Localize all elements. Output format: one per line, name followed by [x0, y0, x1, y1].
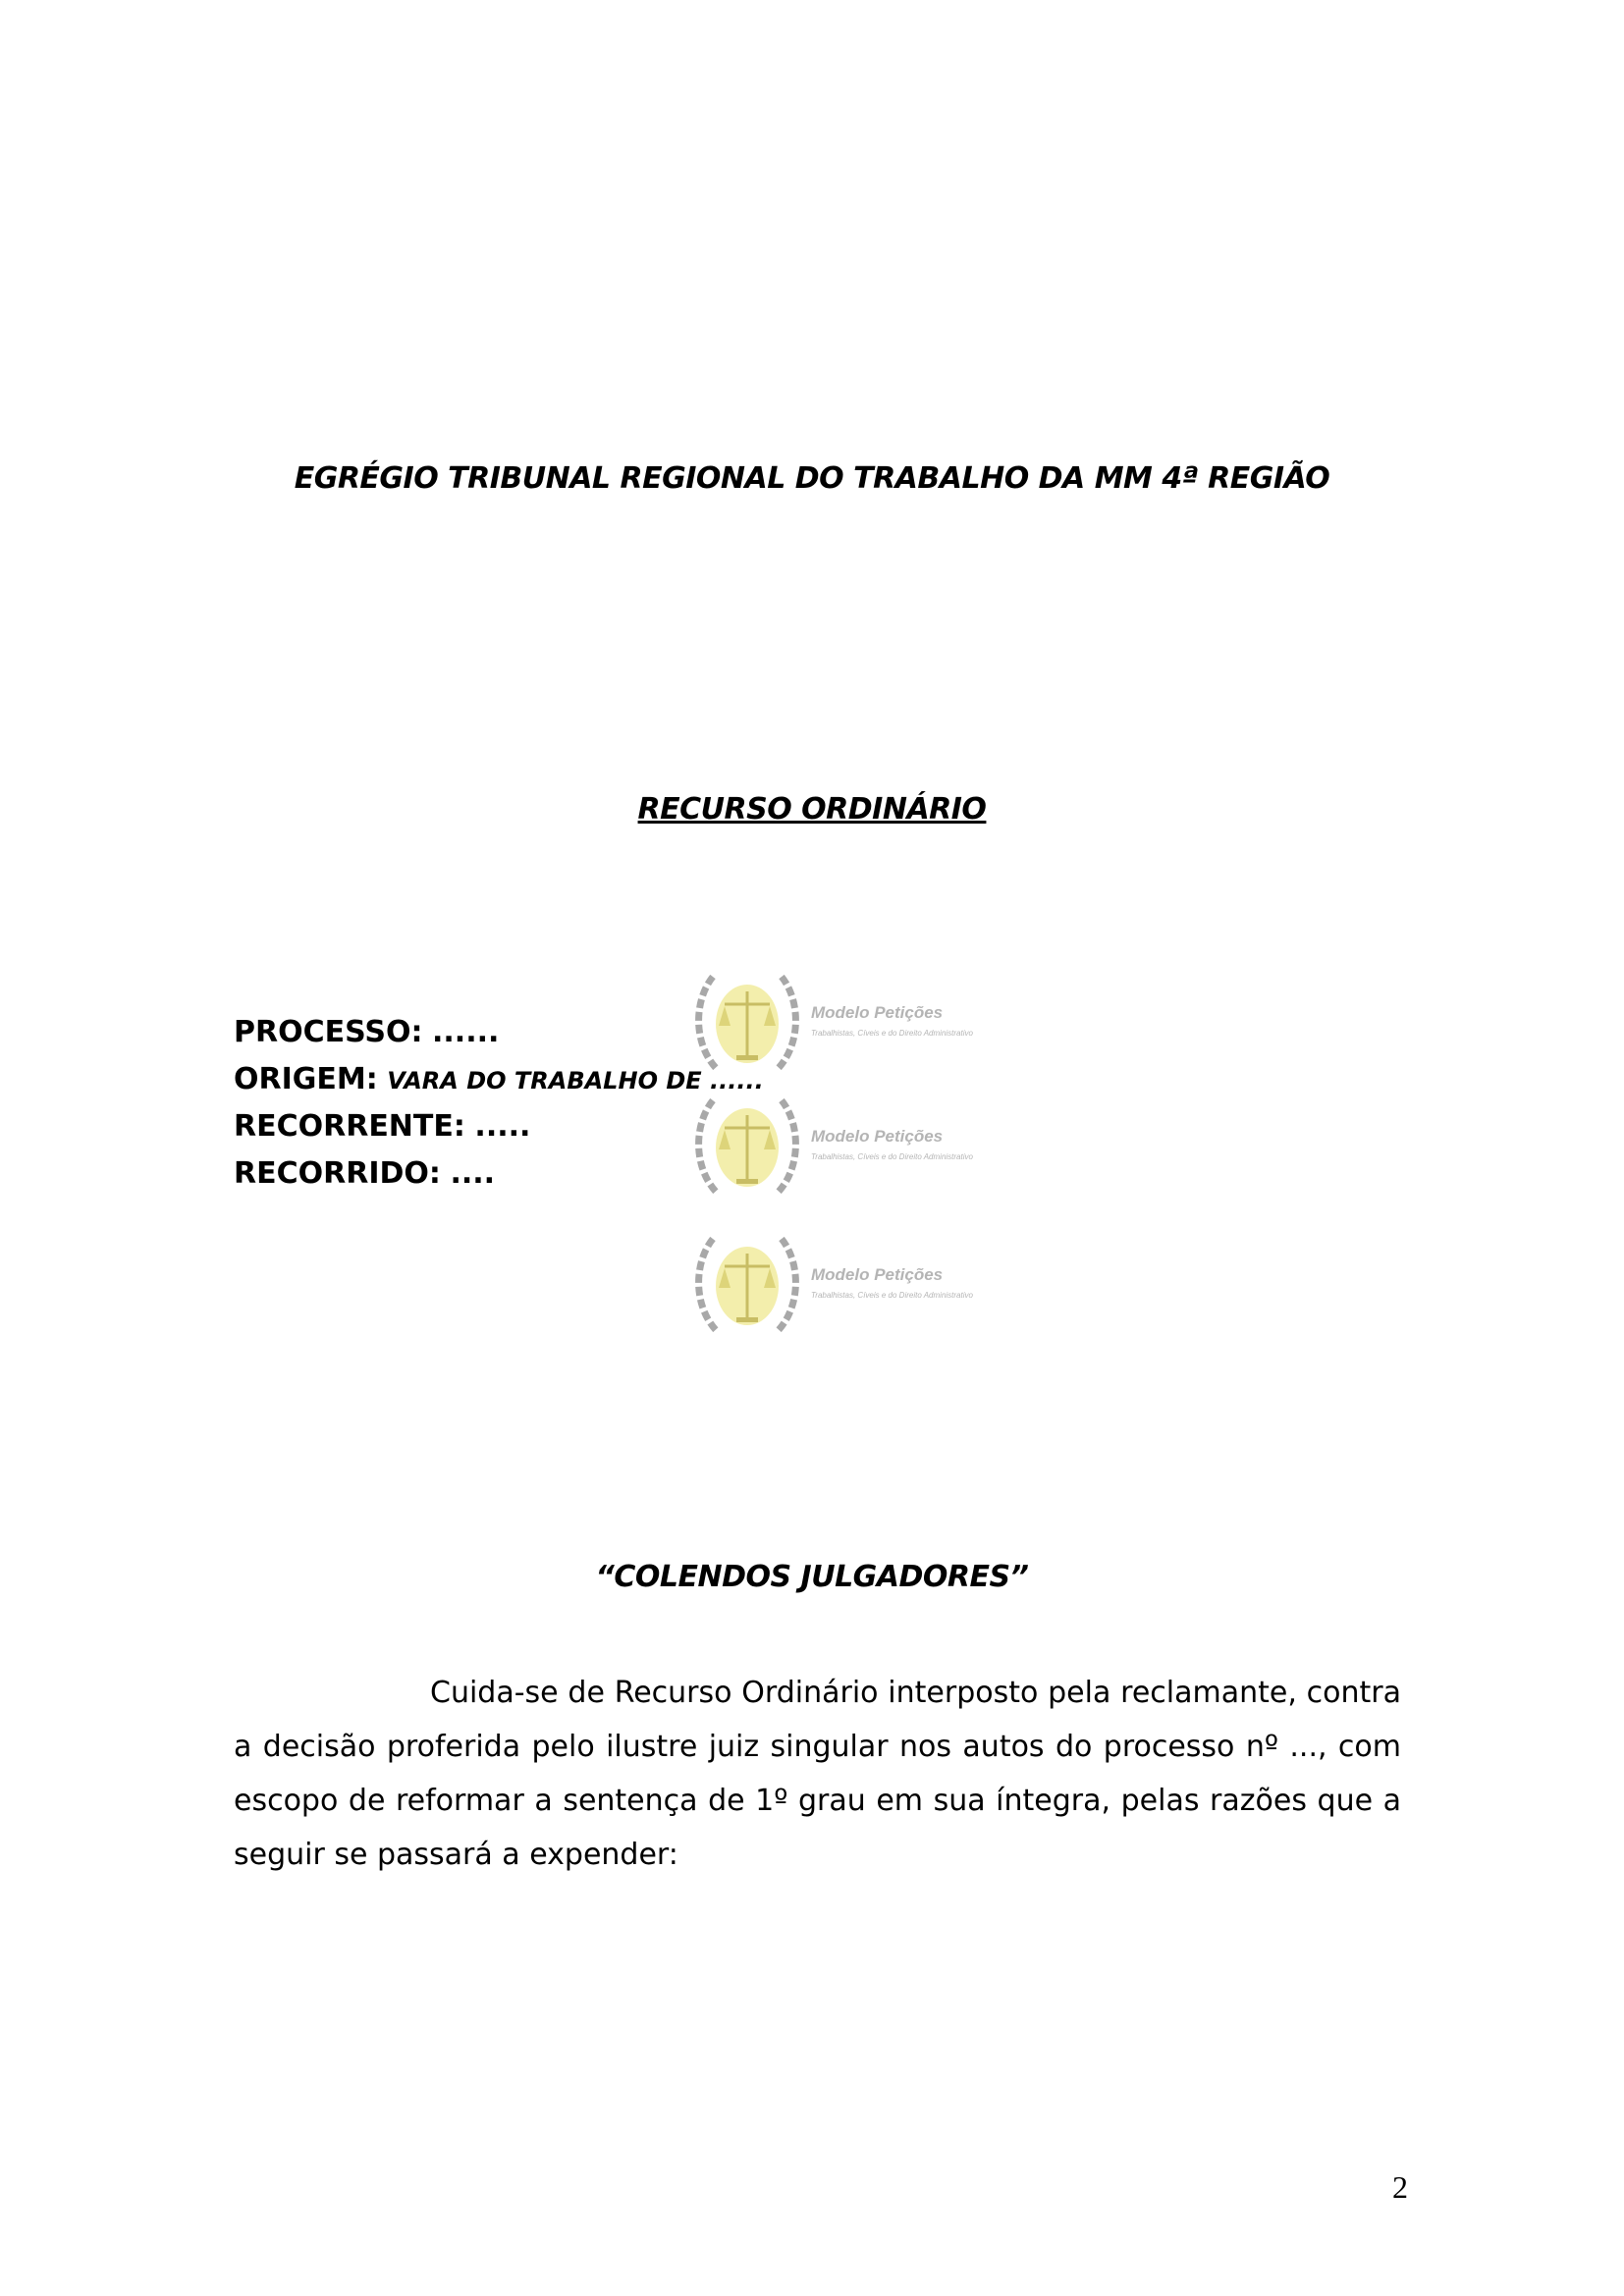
watermark-subtitle: Trabalhistas, Cíveis e do Direito Administrativo [811, 1291, 973, 1300]
scales-of-justice-laurel-icon [699, 1239, 796, 1332]
page-number: 2 [1392, 2169, 1408, 2205]
watermark-subtitle: Trabalhistas, Cíveis e do Direito Administrativo [811, 1029, 973, 1038]
document-title: RECURSO ORDINÁRIO [637, 792, 987, 827]
appellant-label: RECORRENTE: [234, 1109, 465, 1144]
appellee-value: .... [450, 1156, 496, 1191]
watermark-title: Modelo Petições [811, 1127, 944, 1146]
watermark-logo [683, 1081, 973, 1208]
appellant-value: ..... [474, 1109, 531, 1144]
process-value: ...... [432, 1015, 500, 1049]
appellee-label: RECORRIDO: [234, 1156, 441, 1191]
watermark-title: Modelo Petições [811, 1265, 944, 1284]
watermark-logo [683, 1219, 973, 1347]
scales-of-justice-laurel-icon [699, 977, 796, 1070]
watermark-subtitle: Trabalhistas, Cíveis e do Direito Administrativo [811, 1152, 973, 1161]
origin-value: VARA DO TRABALHO DE ...... [387, 1067, 764, 1095]
body-paragraph: Cuida-se de Recurso Ordinário interposto pela reclamante, contra a decisão proferida pelo ilustre juiz singular nos autos do processo nº ..., com escopo de reformar a sentença de 1º grau em sua íntegra, pelas razões que a seguir se passará a expender: [234, 1676, 1401, 1872]
scales-of-justice-laurel-icon [699, 1100, 796, 1194]
watermark-logo [683, 957, 973, 1085]
process-label: PROCESSO: [234, 1015, 423, 1049]
watermark-title: Modelo Petições [811, 1003, 944, 1022]
salutation: “COLENDOS JULGADORES” [595, 1560, 1029, 1594]
court-title: EGRÉGIO TRIBUNAL REGIONAL DO TRABALHO DA MM 4ª REGIÃO [294, 461, 1330, 496]
origin-label: ORIGEM: [234, 1062, 378, 1096]
